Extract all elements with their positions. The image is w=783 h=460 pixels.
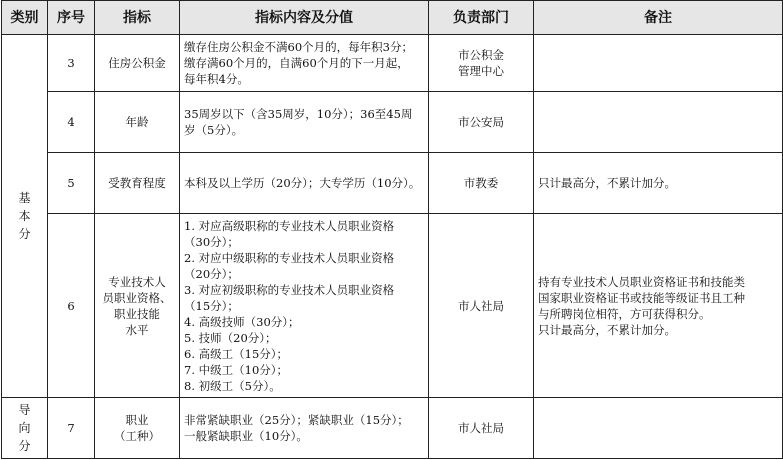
table-row [2,35,783,92]
header-indicator: 指标 [95,1,180,35]
row-number: 6 [48,214,95,398]
table-row [2,153,783,214]
row-number: 7 [48,398,95,459]
category-char: 基 [18,191,31,205]
notes-cell [534,92,783,153]
table-row [2,92,783,153]
header-notes: 备注 [534,1,783,35]
header-number: 序号 [48,1,95,35]
header-category: 类别 [2,1,48,35]
table-row [2,398,783,459]
table-row [2,214,783,398]
department-cell: 市公积金 管理中心 [429,35,534,92]
row-number: 5 [48,153,95,214]
notes-cell: 持有专业技术人员职业资格证书和技能类 国家职业资格证书或技能等级证书且工种 与所聘岗位相符，方可获得积分。 只计最高分，不累计加分。 [534,214,783,398]
category-char: 分 [18,439,31,453]
indicator-cell: 年龄 [95,92,180,153]
content-cell: 35周岁以下（含35周岁，10分）；36至45周 岁（5分）。 [180,92,429,153]
department-cell: 市人社局 [429,214,534,398]
content-cell: 1. 对应高级职称的专业技术人员职业资格 （30分）； 2. 对应中级职称的专业技术人员职业资格 （20分）； 3. 对应初级职称的专业技术人员职业资格 （15分）； 4. 高级技师（30分）； 5. 技师（20分）； 6. 高级工（15分）； 7. 中级工（10分）； 8. 初级工（5分）。 [180,214,429,398]
indicator-cell: 专业技术人 员职业资格、 职业技能 水平 [95,214,180,398]
header-row [2,1,783,35]
category-char: 向 [18,421,31,435]
row-number: 4 [48,92,95,153]
category-guidance [2,398,48,459]
department-cell: 市教委 [429,153,534,214]
score-table [1,0,783,459]
category-char: 分 [18,227,31,241]
row-number: 3 [48,35,95,92]
category-basic [2,35,48,398]
header-department: 负责部门 [429,1,534,35]
content-cell: 缴存住房公积金不满60个月的，每年积3分； 缴存满60个月的，自满60个月的下一月起， 每年积4分。 [180,35,429,92]
indicator-cell: 住房公积金 [95,35,180,92]
notes-cell: 只计最高分，不累计加分。 [534,153,783,214]
content-cell: 非常紧缺职业（25分）；紧缺职业（15分）； 一般紧缺职业（10分）。 [180,398,429,459]
notes-cell [534,35,783,92]
notes-cell [534,398,783,459]
indicator-cell: 职业 （工种） [95,398,180,459]
indicator-cell: 受教育程度 [95,153,180,214]
content-cell: 本科及以上学历（20分）；大专学历（10分）。 [180,153,429,214]
department-cell: 市人社局 [429,398,534,459]
header-content: 指标内容及分值 [180,1,429,35]
category-char: 导 [18,403,31,417]
department-cell: 市公安局 [429,92,534,153]
category-char: 本 [18,209,31,223]
